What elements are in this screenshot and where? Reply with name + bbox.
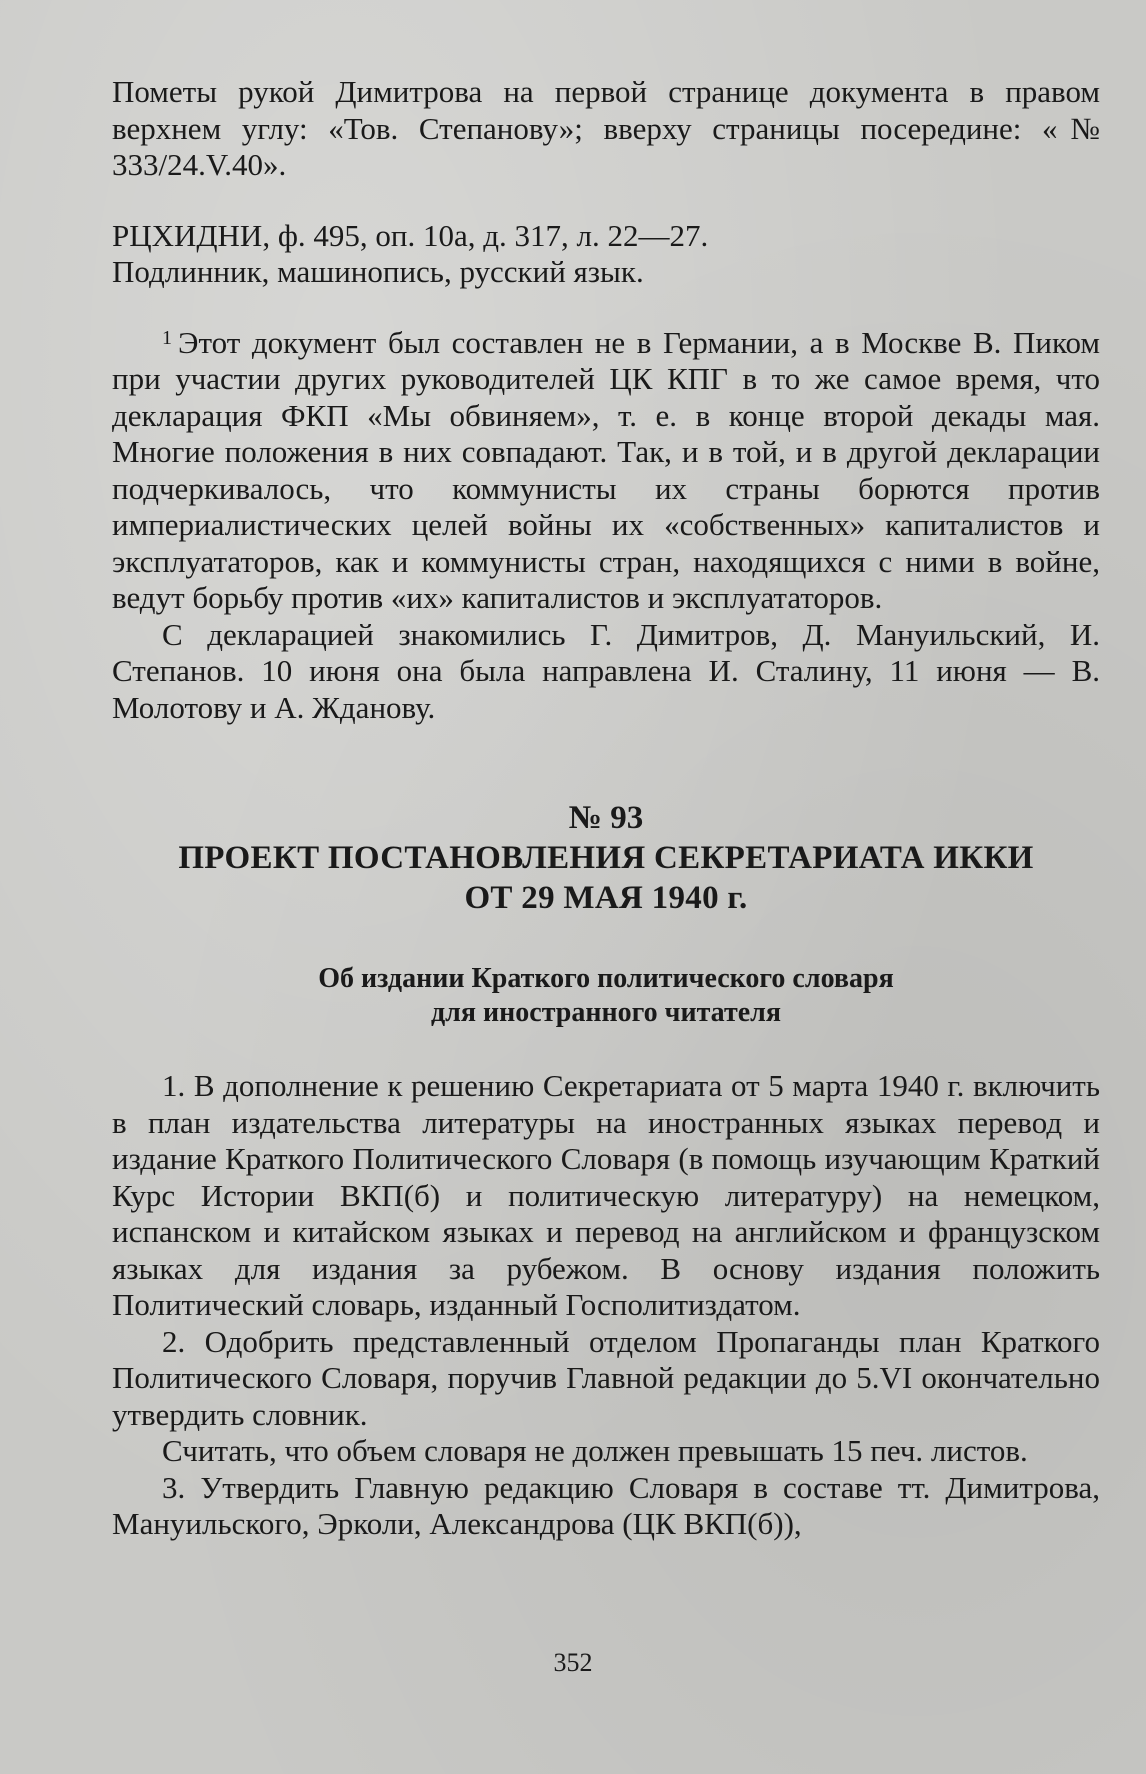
document-subtitle-line1: Об издании Краткого политического словаря — [318, 963, 894, 994]
body-paragraph-4: 3. Утвердить Главную редакцию Словаря в составе тт. Димитрова, Мануильского, Эрколи, Александрова (ЦК ВКП(б)), — [112, 1469, 1100, 1541]
marks-paragraph: Пометы рукой Димитрова на первой странице документа в правом верхнем углу: «Тов. Степанову»; вверху страницы посередине: «№ 333/24.V.40». — [112, 74, 1100, 182]
document-subtitle-line2: для иностранного читателя — [431, 997, 781, 1028]
body-paragraph-2: 2. Одобрить представленный отделом Пропаганды план Краткого Политического Словаря, поручив Главной редакции до 5.VI окончательно утвердить словник. — [112, 1323, 1100, 1432]
footnote-paragraph-2: С декларацией знакомились Г. Димитров, Д. Мануильский, И. Степанов. 10 июня она была направлена И. Сталину, 11 июня — В. Молотову и А. Жданову. — [112, 616, 1100, 725]
document-body — [112, 1068, 1100, 1543]
footnote-mark: 1 — [162, 326, 172, 349]
document-title-line2: ОТ 29 МАЯ 1940 г. — [464, 880, 748, 916]
archive-description: Подлинник, машинопись, русский язык. — [112, 254, 644, 289]
document-title-line1: ПРОЕКТ ПОСТАНОВЛЕНИЯ СЕКРЕТАРИАТА ИККИ — [178, 840, 1034, 876]
body-paragraph-1: 1. В дополнение к решению Секретариата от 5 марта 1940 г. включить в план издательства литературы на иностранных языках перевод и издание Краткого Политического Словаря (в помощь изучающим Краткий Курс Истории ВКП(б) и политическую литературу) на немецком, испанском и китайском языках и перевод на английском и французском языках для издания за рубежом. В основу издания положить Политический словарь, изданный Госполитиздатом. — [112, 1068, 1100, 1322]
page-content — [112, 74, 1100, 1543]
notes-section — [112, 74, 1100, 726]
body-paragraph-3: Считать, что объем словаря не должен превышать 15 печ. листов. — [162, 1433, 1028, 1468]
footnote-text: Этот документ был составлен не в Германии, а в Москве В. Пиком при участии других руководителей ЦК КПГ в то же самое время, что декларация ФКП «Мы обвиняем», т. е. в конце второй декады мая. Многие положения в них совпадают. Так, и в той, и в другой декларации подчеркивалось, что коммунисты их страны борются против империалистических целей войны их «собственных» капиталистов и эксплуататоров, как и коммунисты стран, находящихся с ними в войне, ведут борьбу против «их» капиталистов и эксплуататоров. — [112, 324, 1100, 615]
archive-reference: РЦХИДНИ, ф. 495, оп. 10а, д. 317, л. 22—27. — [112, 217, 709, 253]
document-subtitle — [112, 962, 1100, 1030]
footnote-paragraph — [112, 325, 1100, 617]
page-number: 352 — [553, 1648, 593, 1677]
document-number: № 93 — [568, 800, 644, 836]
